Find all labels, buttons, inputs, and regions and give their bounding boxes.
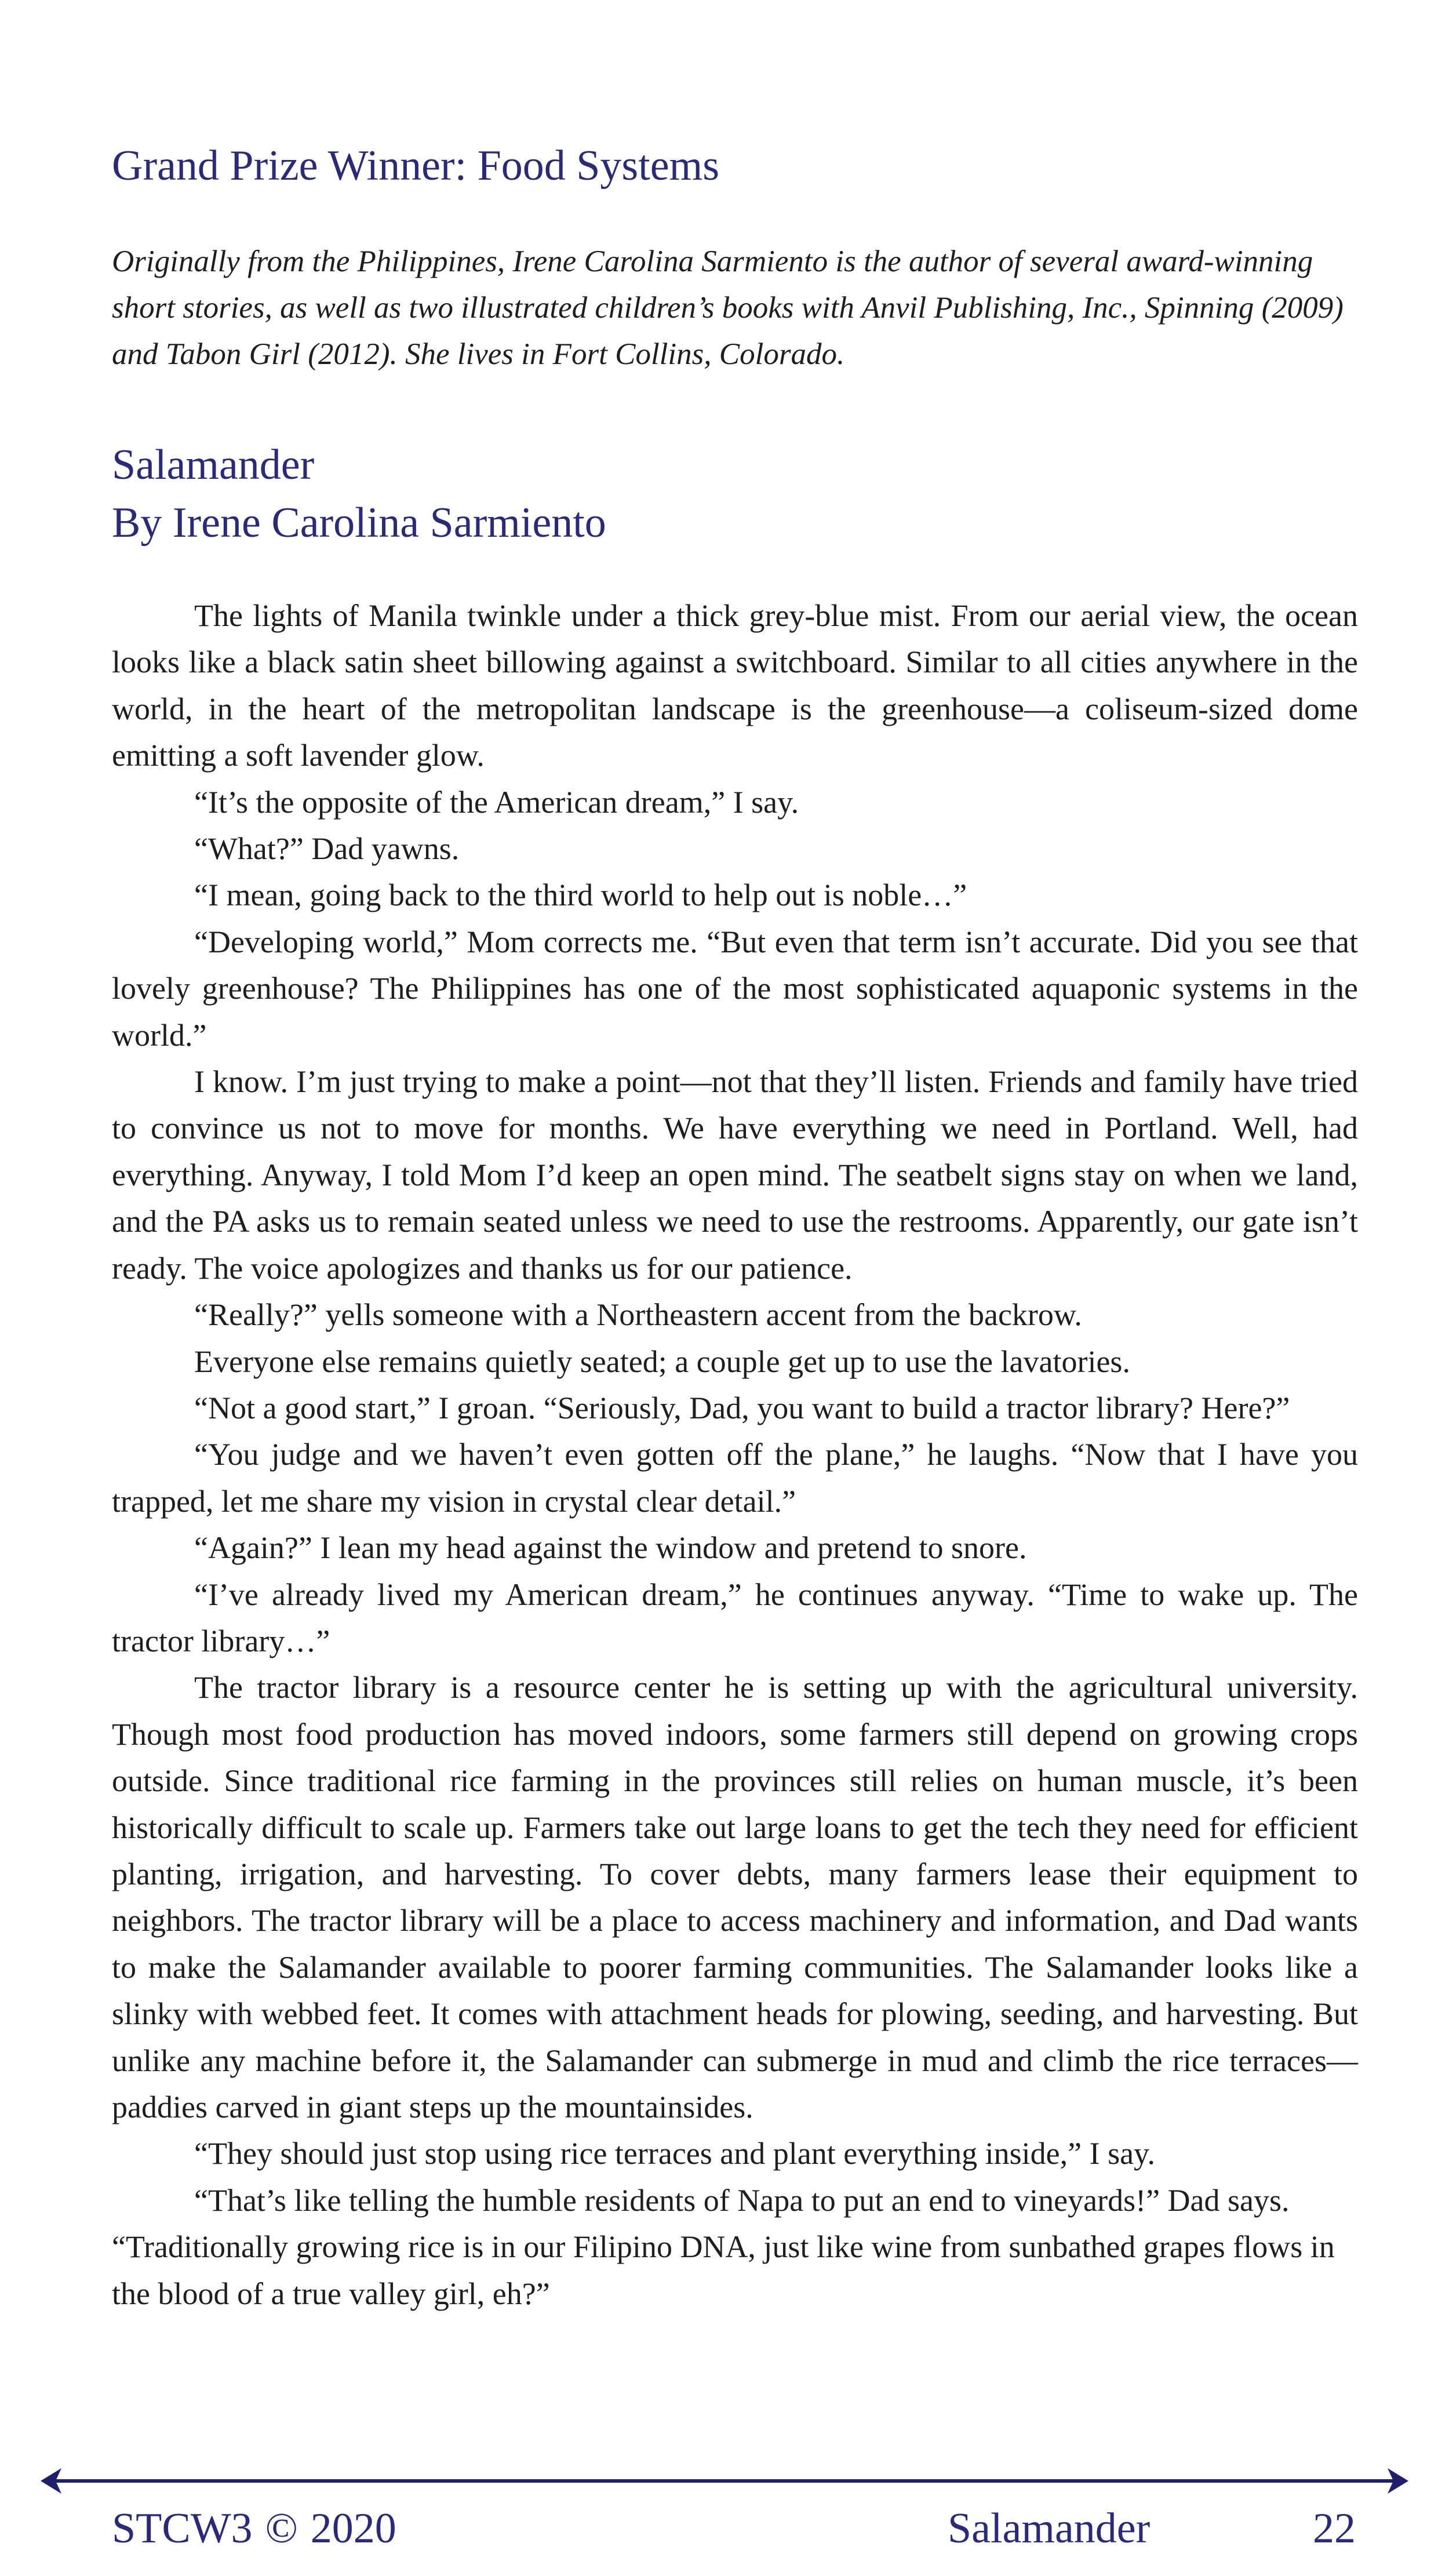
story-body	[112, 592, 1358, 2317]
story-paragraph: The lights of Manila twinkle under a thick grey-blue mist. From our aerial view, the ocean looks like a black satin sheet billowing against a switchboard. Similar to all cities anywhere in the world, in the heart of the metropolitan landscape is the greenhouse—a coliseum-sized dome emitting a soft lavender glow.	[112, 598, 1358, 773]
story-paragraph: “That’s like telling the humble residents of Napa to put an end to vineyards!” Dad says. “Traditionally growing rice is in our Filipino DNA, just like wine from sunbathed grapes flows in the blood of a true valley girl, eh?”	[112, 2182, 1335, 2311]
story-title: Salamander	[112, 441, 315, 489]
story-paragraph: “Developing world,” Mom corrects me. “But even that term isn’t accurate. Did you see that lovely greenhouse? The Philippines has one of the most sophisticated aquaponic systems in the world.”	[112, 924, 1358, 1053]
author-bio: Originally from the Philippines, Irene Carolina Sarmiento is the author of several award-winning short stories, as well as two illustrated children’s books with Anvil Publishing, Inc., Spinning (2009) and Tabon Girl (2012). She lives in Fort Collins, Colorado.	[112, 245, 1344, 371]
story-byline: By Irene Carolina Sarmiento	[112, 499, 606, 547]
story-paragraph: “They should just stop using rice terraces and plant everything inside,” I say.	[194, 2136, 1156, 2171]
footer-journal-copyright	[112, 2499, 396, 2557]
story-paragraph: The tractor library is a resource center he is setting up with the agricultural university. Though most food production has moved indoors, some farmers still depend on growing crops outside. Since traditional rice farming in the provinces still relies on human muscle, it’s been historically difficult to scale up. Farmers take out large loans to get the tech they need for efficient planting, irrigation, and harvesting. To cover debts, many farmers lease their equipment to neighbors. The tractor library will be a place to access machinery and information, and Dad wants to make the Salamander available to poorer farming communities. The Salamander looks like a slinky with webbed feet. It comes with attachment heads for plowing, seeding, and harvesting. But unlike any machine before it, the Salamander can submerge in mud and climb the rice terraces—paddies carved in giant steps up the mountainsides.	[112, 1670, 1358, 2124]
footer-double-arrow-rule	[41, 2464, 1408, 2498]
story-paragraph: “Again?” I lean my head against the window and pretend to snore.	[194, 1530, 1027, 1566]
story-paragraph: I know. I’m just trying to make a point—not that they’ll listen. Friends and family have tried to convince us not to move for months. We have everything we need in Portland. Well, had everything. Anyway, I told Mom I’d keep an open mind. The seatbelt signs stay on when we land, and the PA asks us to remain seated unless we need to use the restrooms. Apparently, our gate isn’t ready. The voice apologizes and thanks us for our patience.	[112, 1064, 1358, 1286]
footer-page-number: 22	[1313, 2505, 1356, 2552]
story-paragraph: “Really?” yells someone with a Northeastern accent from the backrow.	[194, 1297, 1082, 1333]
footer-journal: STCW3	[112, 2505, 253, 2552]
story-paragraph: “You judge and we haven’t even gotten off the plane,” he laughs. “Now that I have you trapped, let me share my vision in crystal clear detail.”	[112, 1437, 1358, 1519]
copyright-icon: ©	[265, 2505, 298, 2552]
story-paragraph: “What?” Dad yawns.	[194, 831, 460, 867]
story-paragraph: “I’ve already lived my American dream,” he continues anyway. “Time to wake up. The tractor library…”	[112, 1577, 1358, 1658]
footer-year: 2020	[310, 2505, 396, 2552]
story-paragraph: “Not a good start,” I groan. “Seriously, Dad, you want to build a tractor library? Here?”	[194, 1390, 1290, 1425]
story-paragraph: Everyone else remains quietly seated; a couple get up to use the lavatories.	[194, 1344, 1130, 1379]
story-paragraph: “It’s the opposite of the American dream,” I say.	[194, 784, 799, 820]
story-paragraph: “I mean, going back to the third world to help out is noble…”	[194, 878, 967, 913]
footer-running-title: Salamander	[948, 2505, 1151, 2552]
section-heading: Grand Prize Winner: Food Systems	[112, 142, 719, 190]
